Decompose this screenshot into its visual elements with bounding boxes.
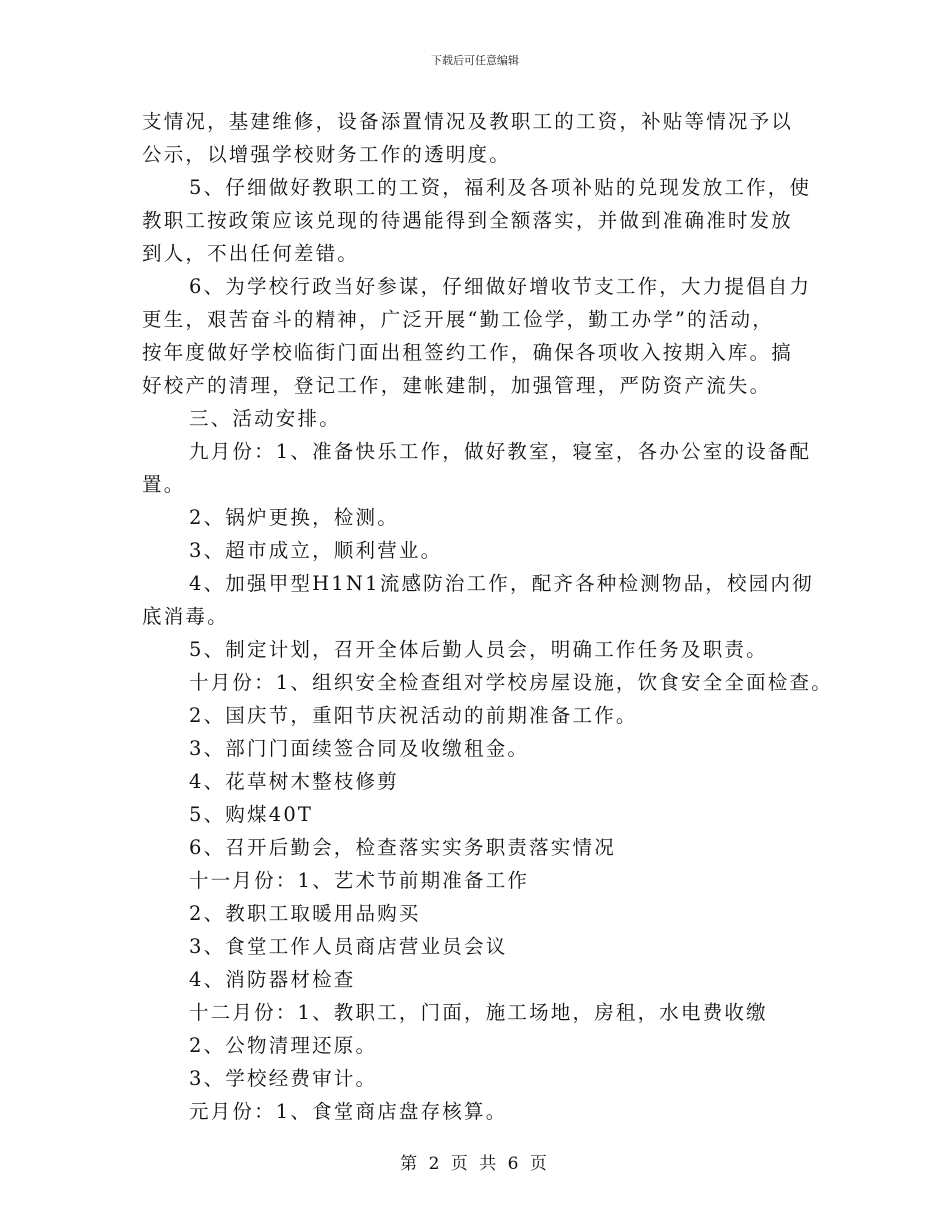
text-line: 公示，以增强学校财务工作的透明度。	[142, 143, 511, 166]
text-line: 6、为学校行政当好参谋，仔细做好增收节支工作，大力提倡自力	[189, 275, 812, 298]
text-line: 5、仔细做好教职工的工资，福利及各项补贴的兑现发放工作，使	[189, 176, 812, 199]
page-header: 下载后可任意编辑	[431, 54, 519, 67]
text-line: 5、制定计划，召开全体后勤人员会，明确工作任务及职责。	[189, 638, 768, 661]
text-line: 底消毒。	[142, 605, 229, 628]
text-line: 教职工按政策应该兑现的待遇能得到全额落实，并做到准确准时发放	[142, 209, 794, 232]
text-line: 按年度做好学校临街门面出租签约工作，确保各项收入按期入库。搞	[142, 341, 794, 364]
text-line: 5、购煤40T	[189, 803, 314, 826]
text-line: 九月份：1、准备快乐工作，做好教室，寝室，各办公室的设备配	[189, 440, 812, 463]
text-line: 4、花草树木整枝修剪	[189, 770, 399, 793]
document-body	[142, 105, 832, 1128]
text-line: 3、食堂工作人员商店营业员会议	[189, 935, 508, 958]
text-line: 4、加强甲型H1N1流感防治工作，配齐各种检测物品，校园内彻	[189, 572, 814, 595]
text-line: 4、消防器材检查	[189, 968, 356, 991]
text-line: 2、锅炉更换，检测。	[189, 506, 399, 529]
text-line: 支情况，基建维修，设备添置情况及教职工的工资，补贴等情况予以	[142, 110, 794, 133]
text-line: 十二月份：1、教职工，门面，施工场地，房租，水电费收缴	[189, 1001, 768, 1024]
text-line: 元月份：1、食堂商店盘存核算。	[189, 1100, 508, 1123]
text-line: 好校产的清理，登记工作，建帐建制，加强管理，严防资产流失。	[142, 374, 772, 397]
text-line: 2、国庆节，重阳节庆祝活动的前期准备工作。	[189, 704, 638, 727]
text-line: 三、活动安排。	[189, 407, 341, 430]
text-line: 6、召开后勤会，检查落实实务职责落实情况	[189, 836, 616, 859]
text-line: 3、超市成立，顺利营业。	[189, 539, 443, 562]
text-line: 十一月份：1、艺术节前期准备工作	[189, 869, 530, 892]
text-line: 到人，不出任何差错。	[142, 242, 360, 265]
text-line: 更生，艰苦奋斗的精神，广泛开展“勤工俭学，勤工办学”的活动，	[142, 308, 774, 331]
text-line: 3、学校经费审计。	[189, 1067, 378, 1090]
text-line: 十月份：1、组织安全检查组对学校房屋设施，饮食安全全面检查。	[189, 671, 833, 694]
text-line: 2、教职工取暖用品购买	[189, 902, 421, 925]
text-line: 置。	[142, 473, 186, 496]
page-footer: 第 2 页 共 6 页	[400, 1154, 550, 1174]
text-line: 3、部门门面续签合同及收缴租金。	[189, 737, 530, 760]
text-line: 2、公物清理还原。	[189, 1034, 378, 1057]
